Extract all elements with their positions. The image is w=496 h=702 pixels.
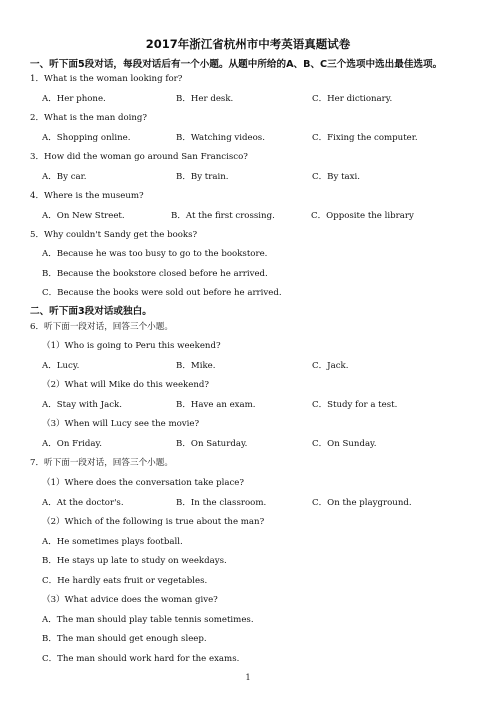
q4-option-c: C．Opposite the library (311, 211, 414, 221)
q1-option-b: B．Her desk. (176, 94, 234, 104)
q7-2-option-c: C．He hardly eats fruit or vegetables. (42, 576, 208, 586)
question-5: 5．Why couldn't Sandy get the books? (30, 230, 198, 240)
q7-3-option-c: C．The man should work hard for the exams. (42, 654, 240, 664)
q3-option-b: B．By train. (176, 172, 229, 182)
q6-3-option-b: B．On Saturday. (176, 439, 248, 449)
q6-sub-3: （3）When will Lucy see the movie? (42, 419, 200, 429)
q7-3-option-b: B．The man should get enough sleep. (42, 634, 207, 644)
q5-option-c: C．Because the books were sold out before he arrived. (42, 288, 282, 298)
page-title: 2017年浙江省杭州市中考英语真题试卷 (145, 37, 351, 51)
q1-option-c: C．Her dictionary. (312, 94, 393, 104)
q7-sub-2: （2）Which of the following is true about the man? (42, 517, 265, 527)
section-1-heading: 一、听下面5段对话，每段对话后有一个小题。从题中所给的A、B、C三个选项中选出最佳选项。 (30, 59, 443, 70)
q7-2-option-b: B．He stays up late to study on weekdays. (42, 556, 227, 566)
question-7: 7．听下面一段对话，回答三个小题。 (30, 458, 173, 468)
q6-2-option-c: C．Study for a test. (312, 400, 398, 410)
q6-3-option-c: C．On Sunday. (312, 439, 377, 449)
question-4: 4．Where is the museum? (30, 191, 144, 201)
q2-option-c: C．Fixing the computer. (312, 133, 418, 143)
q1-option-a: A．Her phone. (42, 94, 106, 104)
q7-3-option-a: A．The man should play table tennis sometimes. (42, 615, 254, 625)
q7-1-option-a: A．At the doctor's. (42, 498, 124, 508)
q3-option-a: A．By car. (42, 172, 87, 182)
question-3: 3．How did the woman go around San Francisco? (30, 152, 248, 162)
q7-sub-1: （1）Where does the conversation take place? (42, 478, 244, 488)
section-2-heading: 二、听下面3段对话或独白。 (30, 306, 152, 317)
q6-1-option-b: B．Mike. (176, 361, 216, 371)
q5-option-b: B．Because the bookstore closed before he arrived. (42, 269, 268, 279)
q6-2-option-a: A．Stay with Jack. (42, 400, 122, 410)
q6-1-option-c: C．Jack. (312, 361, 349, 371)
q6-sub-2: （2）What will Mike do this weekend? (42, 380, 209, 390)
q7-2-option-a: A．He sometimes plays football. (42, 537, 183, 547)
q6-3-option-a: A．On Friday. (42, 439, 103, 449)
question-1: 1．What is the woman looking for? (30, 74, 183, 84)
q7-1-option-b: B．In the classroom. (176, 498, 267, 508)
q2-option-b: B．Watching videos. (176, 133, 265, 143)
q4-option-b: B．At the first crossing. (171, 211, 275, 221)
question-6: 6．听下面一段对话，回答三个小题。 (30, 322, 173, 332)
q3-option-c: C．By taxi. (312, 172, 360, 182)
q5-option-a: A．Because he was too busy to go to the bookstore. (42, 249, 268, 259)
page-number: 1 (245, 673, 251, 682)
q2-option-a: A．Shopping online. (42, 133, 131, 143)
q6-sub-1: （1）Who is going to Peru this weekend? (42, 341, 221, 351)
q6-2-option-b: B．Have an exam. (176, 400, 256, 410)
q7-sub-3: （3）What advice does the woman give? (42, 595, 218, 605)
q7-1-option-c: C．On the playground. (312, 498, 412, 508)
q4-option-a: A．On New Street. (42, 211, 125, 221)
q6-1-option-a: A．Lucy. (42, 361, 80, 371)
question-2: 2．What is the man doing? (30, 113, 148, 123)
